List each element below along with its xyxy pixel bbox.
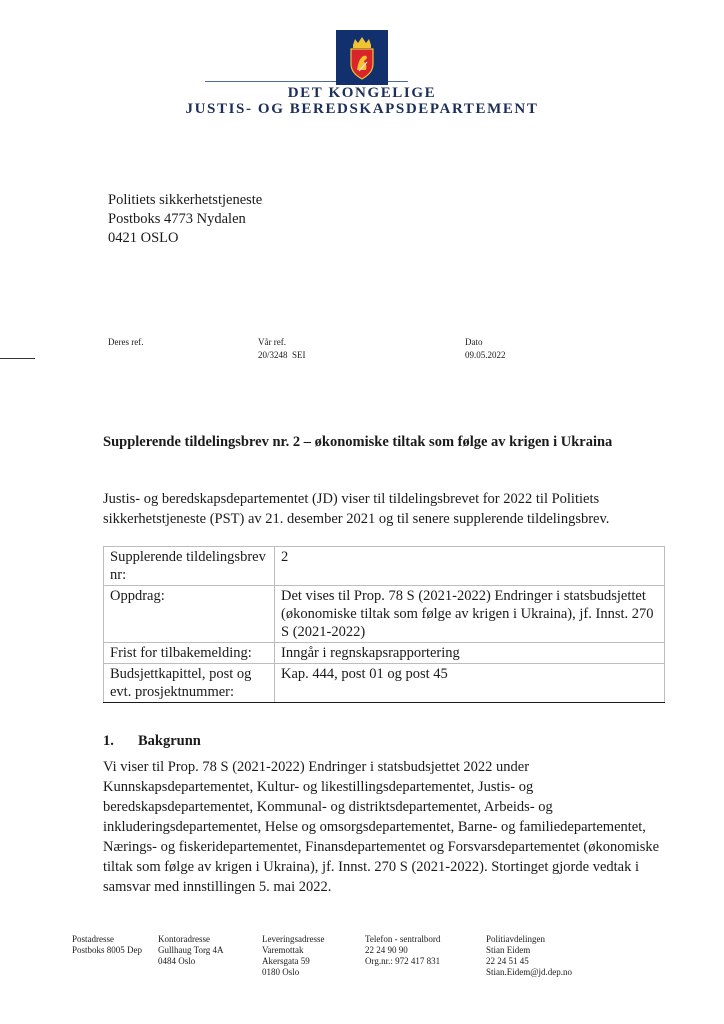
footer-postadresse-value: Postboks 8005 Dep	[72, 945, 143, 955]
footer-telefon	[365, 934, 440, 967]
footer-kontoradresse-line1: Gullhaug Torg 4A	[158, 945, 224, 955]
ministry-name-line1: DET KONGELIGE	[287, 85, 437, 101]
intro-paragraph: Justis- og beredskapsdepartementet (JD) viser til tildelingsbrevet for 2022 til Politiets sikkerhetstjeneste (PST) av 21. desember 2021 og til senere supplerende tildelingsbrev.	[103, 491, 610, 527]
table-cell-value: Inngår i regnskapsrapportering	[275, 643, 665, 664]
table-row	[104, 643, 665, 664]
footer-contact	[486, 934, 572, 978]
table-row	[104, 547, 665, 586]
recipient-postal: 0421 OSLO	[108, 230, 179, 246]
var-ref-value: 20/3248 SEI	[258, 350, 306, 360]
footer-leveringsadresse	[262, 934, 324, 978]
ministry-name-line2: JUSTIS- OG BEREDSKAPSDEPARTEMENT	[185, 101, 539, 117]
footer-kontoradresse-line2: 0484 Oslo	[158, 956, 196, 966]
footer-orgnr: Org.nr.: 972 417 831	[365, 956, 441, 966]
footer-contact-phone: 22 24 51 45	[486, 956, 529, 966]
assignment-table	[103, 546, 665, 703]
section-body: Vi viser til Prop. 78 S (2021-2022) Endringer i statsbudsjettet 2022 under Kunnskapsdepartementet, Kultur- og likestillingsdepartementet, Justis- og beredskapsdepartementet, Kommunal- og distriktsdepartementet, Arbeids- og inkluderingsdepartementet, Helse og omsorgsdepartementet, Barne- og familiedepartementet, Nærings- og fiskeridepartementet, Finansdepartementet og Forsvarsdepartementet (økonomiske tiltak som følge av krigen i Ukraina), jf. Innst. 270 S (2021-2022). Stortinget gjorde vedtak i samsvar med innstillingen 5. mai 2022.	[103, 759, 660, 895]
letter-subject: Supplerende tildelingsbrev nr. 2 – økonomiske tiltak som følge av krigen i Ukraina	[103, 434, 613, 450]
table-cell-value: Det vises til Prop. 78 S (2021-2022) Endringer i statsbudsjettet (økonomiske tiltak som følge av krigen i Ukraina), jf. Innst. 270 S (2021-2022)	[275, 586, 665, 643]
date-value: 09.05.2022	[465, 350, 506, 360]
section-title: Bakgrunn	[138, 733, 201, 749]
table-cell-value: 2	[275, 547, 665, 586]
footer-levering-label: Leveringsadresse	[262, 934, 325, 944]
recipient-name: Politiets sikkerhetstjeneste	[108, 192, 263, 208]
table-cell-value: Kap. 444, post 01 og post 45	[275, 664, 665, 703]
footer-kontoradresse-label: Kontoradresse	[158, 934, 210, 944]
deres-ref-label: Deres ref.	[108, 337, 144, 347]
footer-levering-line3: 0180 Oslo	[262, 967, 300, 977]
fold-mark	[0, 358, 35, 359]
table-row	[104, 586, 665, 643]
section-number: 1.	[103, 733, 114, 749]
table-cell-label: Oppdrag:	[104, 586, 275, 643]
footer-postadresse-label: Postadresse	[72, 934, 114, 944]
date-label: Dato	[465, 337, 483, 347]
footer-telefon-label: Telefon - sentralbord	[365, 934, 441, 944]
table-row	[104, 664, 665, 703]
recipient-address: Postboks 4773 Nydalen	[108, 211, 246, 227]
section-heading	[103, 733, 201, 750]
table-cell-label: Budsjettkapittel, post og evt. prosjektnummer:	[104, 664, 275, 703]
footer-levering-line1: Varemottak	[262, 945, 304, 955]
var-ref-label: Vår ref.	[258, 337, 286, 347]
footer-postadresse	[72, 934, 142, 956]
footer-avdeling-label: Politiavdelingen	[486, 934, 545, 944]
footer-levering-line2: Akersgata 59	[262, 956, 310, 966]
table-cell-label: Supplerende tildelingsbrev nr:	[104, 547, 275, 586]
footer-telefon-value: 22 24 90 90	[365, 945, 408, 955]
footer-kontoradresse	[158, 934, 224, 967]
table-cell-label: Frist for tilbakemelding:	[104, 643, 275, 664]
footer-contact-name: Stian Eidem	[486, 945, 531, 955]
footer-contact-email: Stian.Eidem@jd.dep.no	[486, 967, 573, 977]
coat-of-arms-icon	[336, 30, 388, 85]
